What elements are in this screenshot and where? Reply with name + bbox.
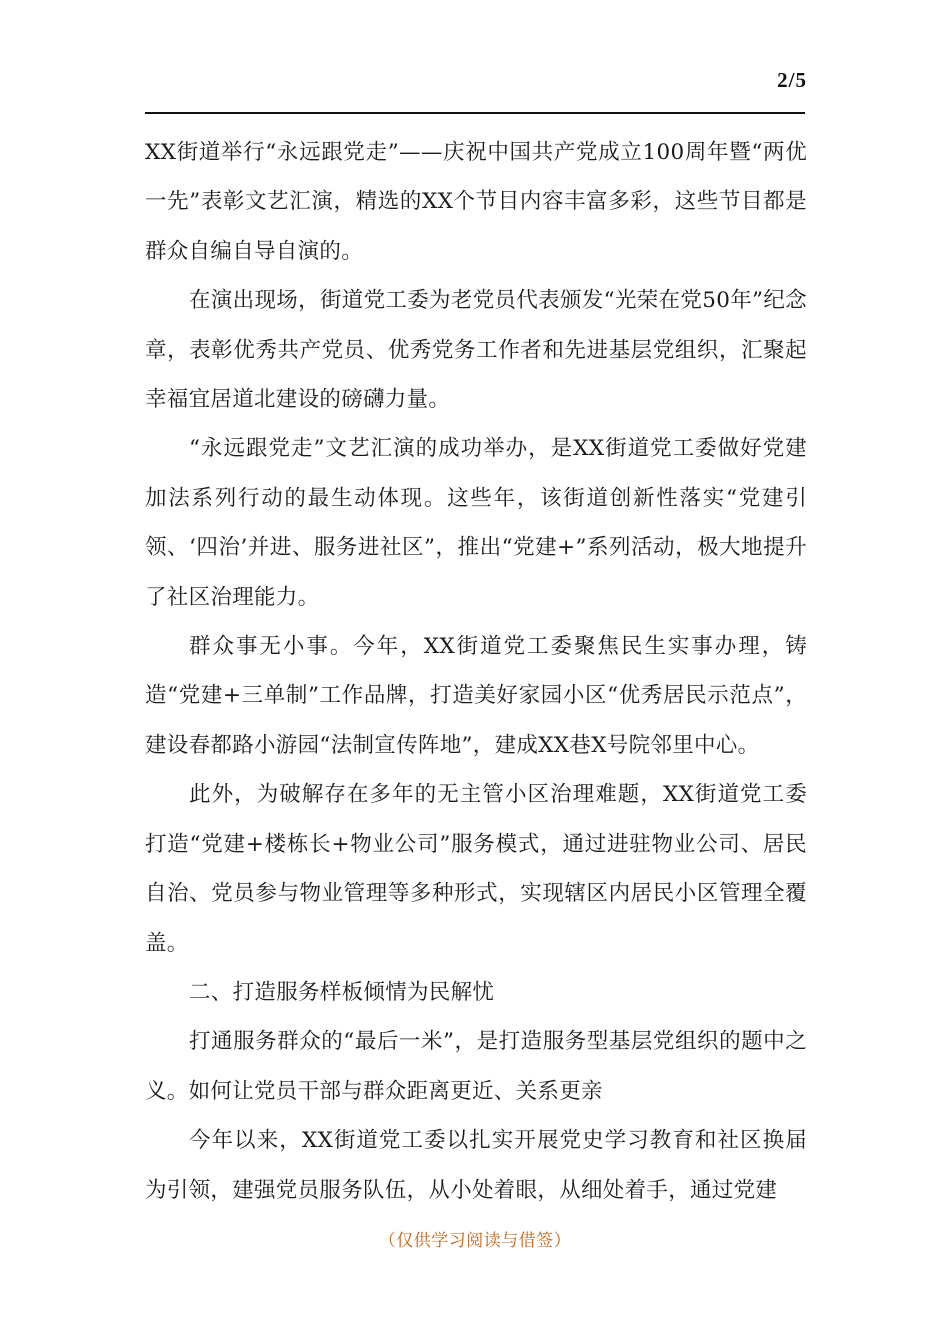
document-body — [145, 128, 807, 1215]
footer-note: （仅供学习阅读与借签） — [378, 1231, 572, 1251]
paragraph-4: 群众事无小事。今年，XX街道党工委聚焦民生实事办理，铸造“党建+三单制”工作品牌，打造美好家园小区“优秀居民示范点”，建设春都路小游园“法制宣传阵地”，建成XX巷X号院邻里中心。 — [145, 634, 807, 758]
paragraph-1: XX街道举行“永远跟党走”——庆祝中国共产党成立100周年暨“两优一先”表彰文艺汇演，精选的XX个节目内容丰富多彩，这些节目都是群众自编自导自演的。 — [145, 140, 807, 264]
paragraph-5: 此外，为破解存在多年的无主管小区治理难题，XX街道党工委打造“党建+楼栋长+物业公司”服务模式，通过进驻物业公司、居民自治、党员参与物业管理等多种形式，实现辖区内居民小区管理全覆盖。 — [145, 782, 807, 956]
section-heading: 二、打造服务样板倾情为民解忧 — [189, 979, 495, 1005]
page-number: 2/5 — [777, 68, 807, 92]
paragraph-6: 打通服务群众的“最后一米”，是打造服务型基层党组织的题中之义。如何让党员干部与群众距离更近、关系更亲 — [145, 1029, 807, 1104]
paragraph-2: 在演出现场，街道党工委为老党员代表颁发“光荣在党50年”纪念章，表彰优秀共产党员、优秀党务工作者和先进基层党组织，汇聚起幸福宜居道北建设的磅礴力量。 — [145, 288, 807, 413]
paragraph-3: “永远跟党走”文艺汇演的成功举办，是XX街道党工委做好党建加法系列行动的最生动体现。这些年，该街道创新性落实“党建引领、‘四治’并进、服务进社区”，推出“党建+”系列活动，极大地提升了社区治理能力。 — [145, 436, 807, 610]
header-divider — [145, 112, 805, 114]
paragraph-7: 今年以来，XX街道党工委以扎实开展党史学习教育和社区换届为引领，建强党员服务队伍，从小处着眼，从细处着手，通过党建 — [145, 1128, 807, 1203]
